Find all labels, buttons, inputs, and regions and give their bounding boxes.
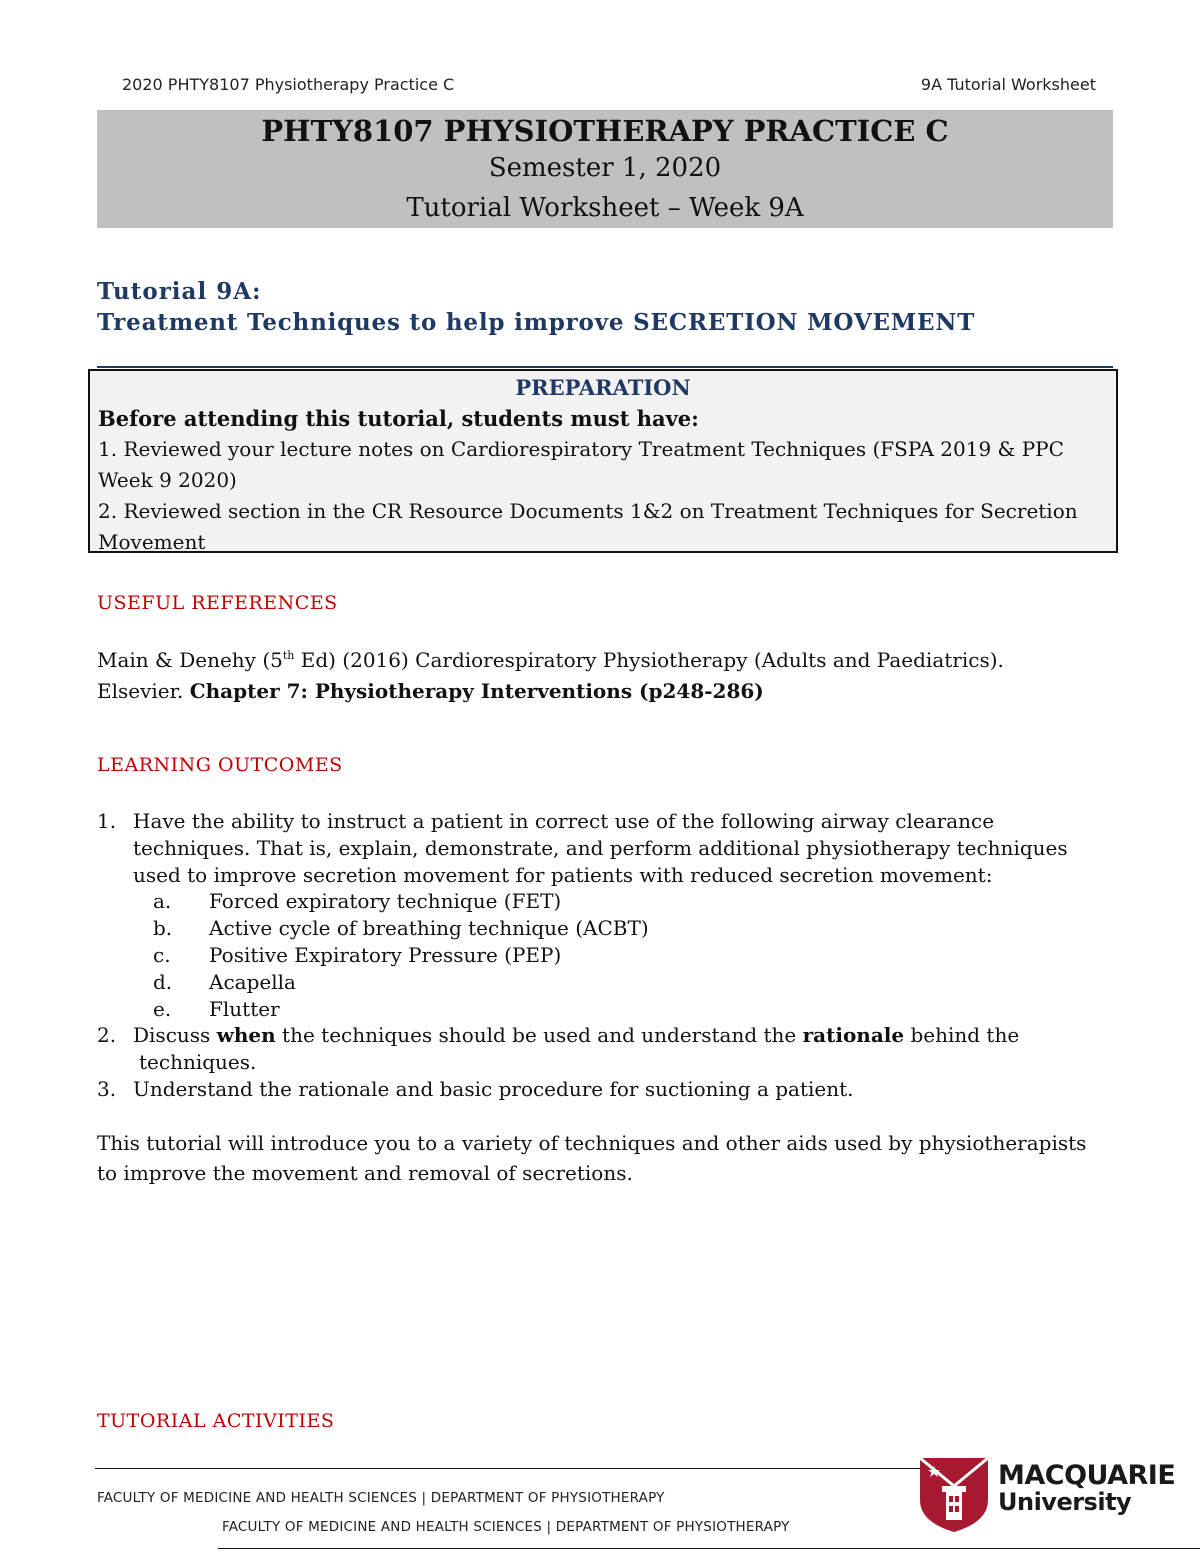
preparation-lead: Before attending this tutorial, students must have: (98, 406, 699, 431)
preparation-title: PREPARATION (515, 375, 691, 400)
outcome-text: techniques. (139, 1050, 257, 1075)
university-logo (918, 1456, 1176, 1534)
reference-line (97, 645, 1107, 676)
outcome-text: techniques. That is, explain, demonstrate, and perform additional physiotherapy techniques (133, 835, 1068, 860)
running-header-left: 2020 PHTY8107 Physiotherapy Practice C (122, 75, 455, 94)
outcome-subitem (97, 996, 1107, 1023)
intro-paragraph: This tutorial will introduce you to a variety of techniques and other aids used by physiotherapists to improve the movement and removal of secretions. (97, 1131, 1087, 1185)
outcome-number: 2. (97, 1023, 117, 1048)
running-header-right: 9A Tutorial Worksheet (920, 75, 1096, 94)
outcome-subitem (97, 942, 1107, 969)
subitem-letter: e. (153, 996, 172, 1021)
tutorial-topic: Treatment Techniques to help improve SECRETION MOVEMENT (97, 309, 976, 336)
logo-wordmark: University (998, 1488, 1132, 1516)
footer-faculty-line: FACULTY OF MEDICINE AND HEALTH SCIENCES | DEPARTMENT OF PHYSIOTHERAPY (97, 1490, 665, 1506)
subitem-text: Forced expiratory technique (FET) (209, 889, 562, 914)
worksheet-label: Tutorial Worksheet – Week 9A (406, 193, 804, 223)
outcome-emphasis: rationale (802, 1023, 905, 1048)
outcome-text: Have the ability to instruct a patient in correct use of the following airway clearance (133, 809, 995, 833)
outcome-subitem (97, 969, 1107, 996)
footer-rule (95, 1468, 935, 1469)
outcome-number: 3. (97, 1076, 117, 1101)
subitem-text: Flutter (209, 996, 280, 1021)
heading-divider (97, 366, 1113, 368)
outcome-text: Understand the rationale and basic procedure for suctioning a patient. (133, 1076, 854, 1101)
logo-wordmark: MACQUARIE (998, 1460, 1176, 1491)
outcome-emphasis: when (216, 1023, 276, 1048)
tutorial-label: Tutorial 9A: (97, 278, 262, 305)
outcome-text: Discuss (133, 1023, 217, 1048)
course-title: PHTY8107 PHYSIOTHERAPY PRACTICE C (261, 114, 949, 148)
subitem-text: Positive Expiratory Pressure (PEP) (209, 942, 562, 967)
title-block (97, 110, 1113, 228)
reference-entry (97, 645, 1107, 707)
learning-outcomes-list (97, 808, 1107, 1103)
outcome-text: used to improve secretion movement for patients with reduced secretion movement: (133, 862, 993, 887)
outcome-text: the techniques should be used and understand the (275, 1023, 803, 1048)
preparation-box (88, 369, 1118, 553)
subitem-text: Active cycle of breathing technique (ACBT) (209, 916, 649, 941)
subitem-letter: b. (153, 916, 173, 941)
footer-rule (218, 1548, 1200, 1549)
preparation-item: 1. Reviewed your lecture notes on Cardiorespiratory Treatment Techniques (FSPA 2019 & PPC Week 9 2020) (98, 437, 1064, 492)
preparation-item: 2. Reviewed section in the CR Resource Documents 1&2 on Treatment Techniques for Secretion Movement (98, 499, 1078, 554)
reference-text: Main & Denehy (5 (97, 648, 283, 672)
outcome-item (97, 1022, 1107, 1049)
subitem-letter: a. (153, 889, 172, 914)
learning-outcomes-heading: LEARNING OUTCOMES (97, 754, 343, 776)
outcome-text: behind the (904, 1023, 1020, 1048)
subitem-text: Acapella (209, 969, 296, 994)
shield-icon (918, 1456, 990, 1534)
reference-text: Elsevier. (97, 679, 190, 703)
semester-label: Semester 1, 2020 (488, 153, 722, 183)
footer-faculty-line: FACULTY OF MEDICINE AND HEALTH SCIENCES | DEPARTMENT OF PHYSIOTHERAPY (222, 1519, 790, 1535)
references-heading: USEFUL REFERENCES (97, 592, 338, 614)
outcome-subitem (97, 915, 1107, 942)
reference-text: Ed) (2016) Cardiorespiratory Physiotherapy (Adults and Paediatrics). (294, 648, 1004, 672)
reference-line (97, 676, 1107, 707)
tutorial-activities-heading: TUTORIAL ACTIVITIES (97, 1410, 335, 1432)
reference-chapter: Chapter 7: Physiotherapy Interventions (p248-286) (189, 679, 764, 703)
outcome-number: 1. (97, 809, 117, 833)
reference-superscript: th (282, 649, 295, 662)
subitem-letter: d. (153, 969, 173, 994)
outcome-subitem (97, 888, 1107, 915)
outcome-item (97, 1076, 1107, 1103)
subitem-letter: c. (153, 942, 171, 967)
outcome-item (97, 808, 1107, 835)
